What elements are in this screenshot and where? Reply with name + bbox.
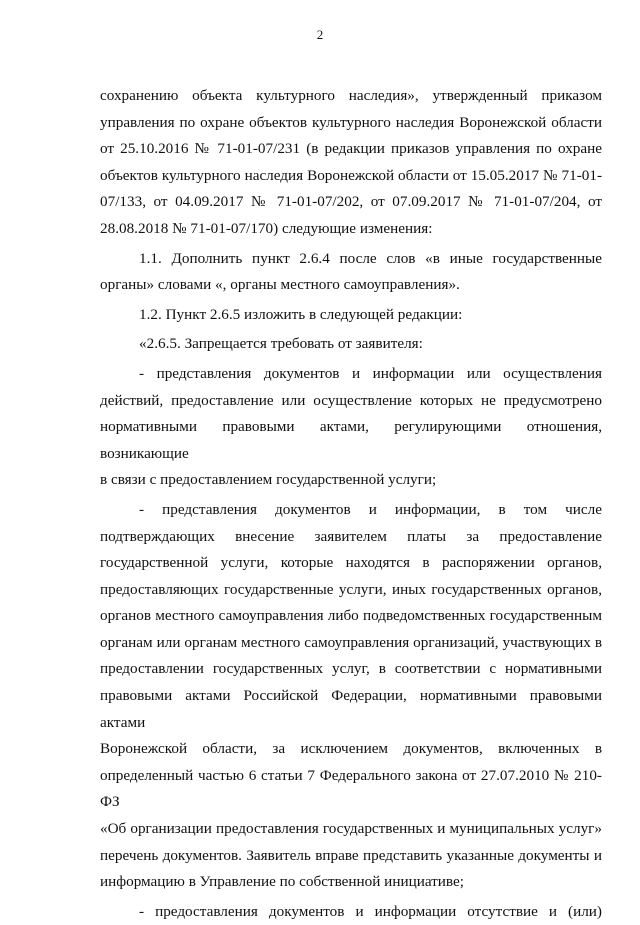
text-line: подтверждающих внесение заявителем платы за предоставление bbox=[100, 527, 602, 545]
text-line: - представления документов и информации, в том числе bbox=[139, 500, 602, 518]
text-line: действий, предоставление или осуществление которых не предусмотрено bbox=[100, 391, 602, 409]
text-line: определенный частью 6 статьи 7 Федерального закона от 27.07.2010 № 210-ФЗ bbox=[100, 766, 602, 811]
text-line: нормативными правовыми актами, регулирующими отношения, возникающие bbox=[100, 418, 602, 462]
paragraph-bullet-1 bbox=[100, 361, 602, 494]
text-line: правовыми актами Российской Федерации, нормативными правовыми актами bbox=[100, 687, 602, 731]
text-line: предоставлении государственных услуг, в соответствии с нормативными bbox=[100, 660, 602, 678]
text-line: сохранению объекта культурного наследия», утвержденный приказом bbox=[100, 87, 602, 104]
text-line: 28.08.2018 № 71-01-07/170) следующие изменения: bbox=[100, 219, 433, 237]
text-line: «Об организации предоставления государственных и муниципальных услуг» bbox=[100, 820, 602, 838]
text-line: 1.2. Пункт 2.6.5 изложить в следующей редакции: bbox=[139, 305, 463, 323]
paragraph-item-1-2 bbox=[100, 302, 602, 329]
text-line: управления по охране объектов культурного наследия Воронежской области bbox=[100, 113, 602, 131]
page-number: 2 bbox=[316, 27, 324, 42]
text-line: Воронежской области, за исключением документов, включенных в bbox=[100, 740, 602, 758]
text-line: перечень документов. Заявитель вправе представить указанные документы и bbox=[100, 846, 602, 864]
text-line: в связи с предоставлением государственной услуги; bbox=[100, 471, 437, 489]
text-line: 07/133, от 04.09.2017 № 71-01-07/202, от 07.09.2017 № 71-01-07/204, от bbox=[100, 193, 602, 211]
text-line: от 25.10.2016 № 71-01-07/231 (в редакции приказов управления по охране bbox=[100, 140, 602, 158]
text-line: объектов культурного наследия Воронежской области от 15.05.2017 № 71-01- bbox=[100, 166, 602, 184]
text-line: - предоставления документов и информации отсутствие и (или) bbox=[139, 902, 602, 920]
document-body bbox=[100, 83, 602, 925]
paragraph-clause-2-6-5 bbox=[100, 331, 602, 358]
text-line: информацию в Управление по собственной инициативе; bbox=[100, 873, 464, 891]
text-line: органы» словами «, органы местного самоуправления». bbox=[100, 276, 460, 294]
paragraph-item-1-1 bbox=[100, 246, 602, 299]
text-line: предоставляющих государственные услуги, иных государственных органов, bbox=[100, 580, 602, 598]
paragraph-intro-continuation bbox=[100, 83, 602, 243]
paragraph-bullet-2 bbox=[100, 497, 602, 896]
text-line: государственной услуги, которые находятся в распоряжении органов, bbox=[100, 554, 602, 572]
text-line: органов местного самоуправления либо подведомственных государственным bbox=[100, 607, 602, 625]
text-line: «2.6.5. Запрещается требовать от заявителя: bbox=[139, 335, 423, 353]
text-line: органам или органам местного самоуправления организаций, участвующих в bbox=[100, 633, 602, 651]
text-line: - представления документов и информации или осуществления bbox=[139, 364, 602, 382]
paragraph-bullet-3 bbox=[100, 899, 602, 925]
text-line: 1.1. Дополнить пункт 2.6.4 после слов «в иные государственные bbox=[139, 249, 602, 267]
